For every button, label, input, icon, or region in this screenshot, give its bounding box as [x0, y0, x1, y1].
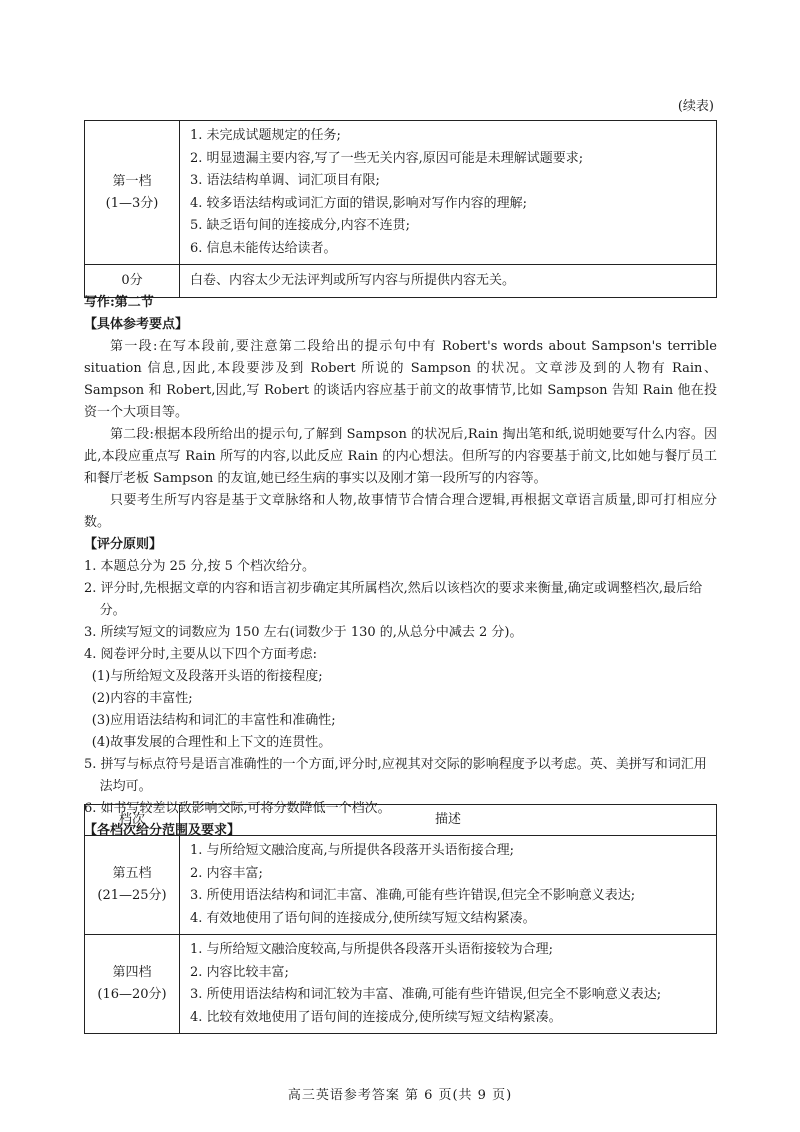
- principles-heading: 【评分原则】: [84, 537, 163, 552]
- description-line: 3. 所使用语法结构和词汇丰富、准确,可能有些许错误,但完全不影响意义表达;: [190, 888, 636, 903]
- description-line: 6. 信息未能传达给读者。: [190, 240, 337, 256]
- description-line: 2. 内容比较丰富;: [190, 964, 289, 980]
- principle-item: 1. 本题总分为 25 分,按 5 个档次给分。: [84, 559, 316, 574]
- continued-label: (续表): [677, 99, 714, 114]
- writing-section: [84, 292, 717, 842]
- grade-name: 0分: [121, 273, 143, 288]
- sub-principle-item: (4)故事发展的合理性和上下文的连贯性。: [91, 735, 332, 750]
- description-cell: [180, 836, 717, 935]
- description-line: 3. 语法结构单调、词汇项目有限;: [190, 173, 380, 188]
- grade-score: (21—25分): [97, 888, 167, 903]
- grade-cell: [85, 935, 180, 1034]
- table-header-row: [85, 805, 717, 836]
- sub-principle-item: (3)应用语法结构和词汇的丰富性和准确性;: [91, 713, 336, 728]
- grade-score: (1—3分): [105, 195, 159, 211]
- section-title: 写作:第二节: [84, 295, 154, 310]
- ranges-heading: 【各档次给分范围及要求】: [84, 823, 241, 838]
- page-footer: 高三英语参考答案 第 6 页(共 9 页): [287, 1088, 513, 1103]
- principle-item: 4. 阅卷评分时,主要从以下四个方面考虑:: [84, 647, 318, 662]
- description-line: 1. 未完成试题规定的任务;: [190, 128, 341, 143]
- header-description: 描述: [180, 805, 717, 836]
- grade-score: (16—20分): [97, 987, 167, 1002]
- grade-name: 第一档: [112, 173, 152, 189]
- description-line: 5. 缺乏语句间的连接成分,内容不连贯;: [190, 218, 411, 233]
- description-line: 1. 与所给短文融洽度高,与所提供各段落开头语衔接合理;: [190, 843, 515, 858]
- description-line: 2. 明显遗漏主要内容,写了一些无关内容,原因可能是未理解试题要求;: [190, 150, 584, 166]
- description-line: 4. 较多语法结构或词汇方面的错误,影响对写作内容的理解;: [190, 195, 528, 211]
- header-grade: 档次: [85, 805, 180, 836]
- grading-table-continued: [84, 120, 717, 298]
- description-cell: [180, 935, 717, 1034]
- table-row: [85, 935, 717, 1034]
- principle-item: 5. 拼写与标点符号是语言准确性的一个方面,评分时,应视其对交际的影响程度予以考虑。英、美拼写和词汇用法均可。: [84, 757, 707, 794]
- sub-principle-item: (1)与所给短文及段落开头语的衔接程度;: [91, 669, 323, 684]
- grade-cell: [85, 836, 180, 935]
- sub-principle-item: (2)内容的丰富性;: [91, 691, 193, 706]
- principle-item: 6. 如书写较差以致影响交际,可将分数降低一个档次。: [84, 801, 391, 816]
- description-line: 4. 有效地使用了语句间的连接成分,使所续写短文结构紧凑。: [190, 910, 536, 926]
- principle-item: 3. 所续写短文的词数应为 150 左右(词数少于 130 的,从总分中减去 2 分)。: [84, 625, 523, 640]
- description-line: 4. 比较有效地使用了语句间的连接成分,使所续写短文结构紧凑。: [190, 1009, 562, 1025]
- grading-range-table: [84, 804, 717, 1034]
- description-line: 2. 内容丰富;: [190, 865, 263, 881]
- description-cell: [180, 121, 717, 265]
- grade-cell: [85, 121, 180, 265]
- description-line: 白卷、内容太少无法评判或所写内容与所提供内容无关。: [190, 272, 516, 288]
- paragraph: 第一段:在写本段前,要注意第二段给出的提示句中有 Robert's words about Sampson's terrible situation 信息,因此,本段要涉及到 Robert 所说的 Sampson 的状况。文章涉及到的人物有 Rain、Sampson 和 Robert,因此,写 Robert 的谈话内容应基于前文的故事情节,比如 Sampson 告知 Rain 他在投资一个大项目等。: [84, 339, 717, 420]
- principle-item: 2. 评分时,先根据文章的内容和语言初步确定其所属档次,然后以该档次的要求来衡量,确定或调整档次,最后给分。: [84, 581, 703, 618]
- paragraph: 第二段:根据本段所给出的提示句,了解到 Sampson 的状况后,Rain 掏出笔和纸,说明她要写什么内容。因此,本段应重点写 Rain 所写的内容,以此反应 Rain 的内心想法。但所写的内容要基于前文,比如她与餐厅员工和餐厅老板 Sampson 的友谊,她已经生病的事实以及刚才第一段所写的内容等。: [84, 427, 717, 486]
- grade-name: 第五档: [112, 866, 152, 881]
- grade-name: 第四档: [112, 965, 152, 980]
- key-points-heading: 【具体参考要点】: [84, 317, 189, 332]
- paragraph: 只要考生所写内容是基于文章脉络和人物,故事情节合情合理合逻辑,再根据文章语言质量,即可打相应分数。: [84, 493, 717, 530]
- table-row: [85, 836, 717, 935]
- description-line: 3. 所使用语法结构和词汇较为丰富、准确,可能有些许错误,但完全不影响意义表达;: [190, 987, 662, 1002]
- description-line: 1. 与所给短文融洽度较高,与所提供各段落开头语衔接较为合理;: [190, 942, 554, 957]
- table-row: [85, 121, 717, 265]
